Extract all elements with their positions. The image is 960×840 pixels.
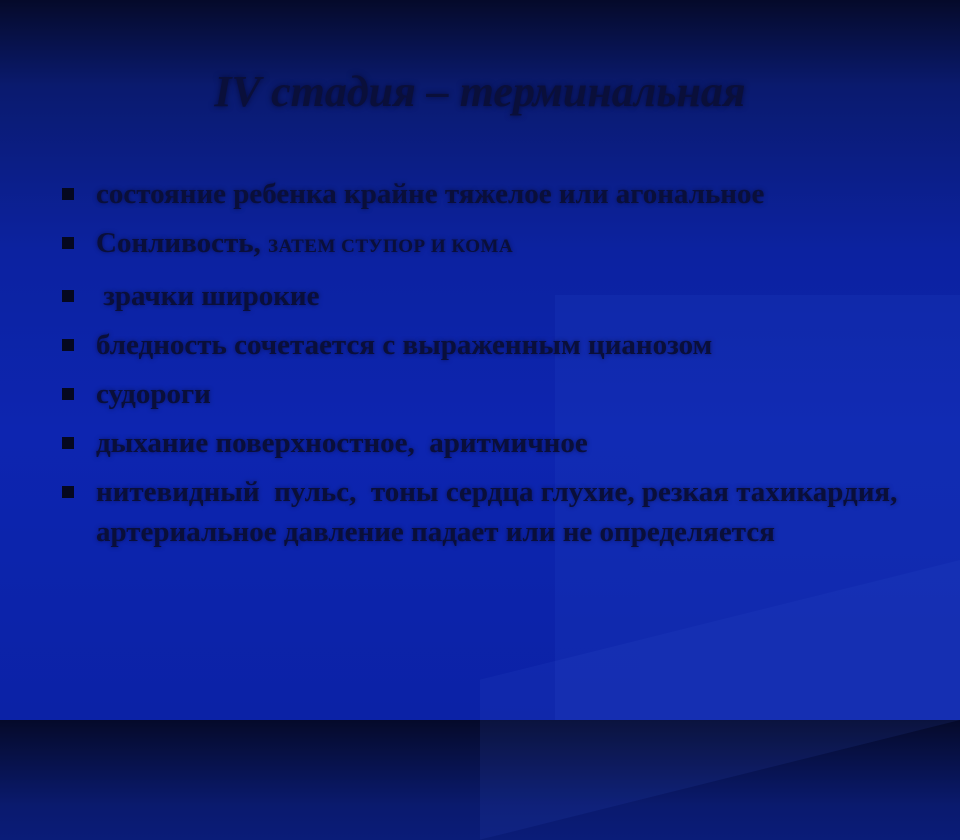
square-bullet-icon [62, 486, 74, 498]
slide-title: IV стадия – терминальная [214, 67, 746, 116]
bullet-item [60, 325, 920, 365]
square-bullet-icon [62, 339, 74, 351]
bullet-item [60, 276, 920, 316]
bullet-item [60, 374, 920, 414]
bullet-text: зрачки широкие [96, 280, 320, 312]
square-bullet-icon [62, 437, 74, 449]
bullet-text: бледность сочетается с выраженным цианозом [96, 329, 713, 361]
bullet-item [60, 472, 920, 552]
bullet-text: Сонливость, [96, 227, 269, 259]
square-bullet-icon [62, 290, 74, 302]
bullet-text: дыхание поверхностное, аритмичное [96, 427, 588, 459]
background-shape [480, 560, 960, 840]
bullet-text-suffix: ЗАТЕМ СТУПОР И КОМА [268, 236, 514, 257]
bullet-item [60, 174, 920, 214]
bullet-text: нитевидный пульс, тоны сердца глухие, резкая тахикардия, артериальное давление падает или не определяется [96, 476, 912, 548]
bullet-text: состояние ребенка крайне тяжелое или агональное [96, 178, 765, 210]
bullet-item [60, 423, 920, 463]
bullet-text: судороги [96, 378, 211, 410]
square-bullet-icon [62, 188, 74, 200]
square-bullet-icon [62, 388, 74, 400]
square-bullet-icon [62, 237, 74, 249]
bullet-item [60, 223, 920, 267]
bullet-list [60, 174, 920, 561]
